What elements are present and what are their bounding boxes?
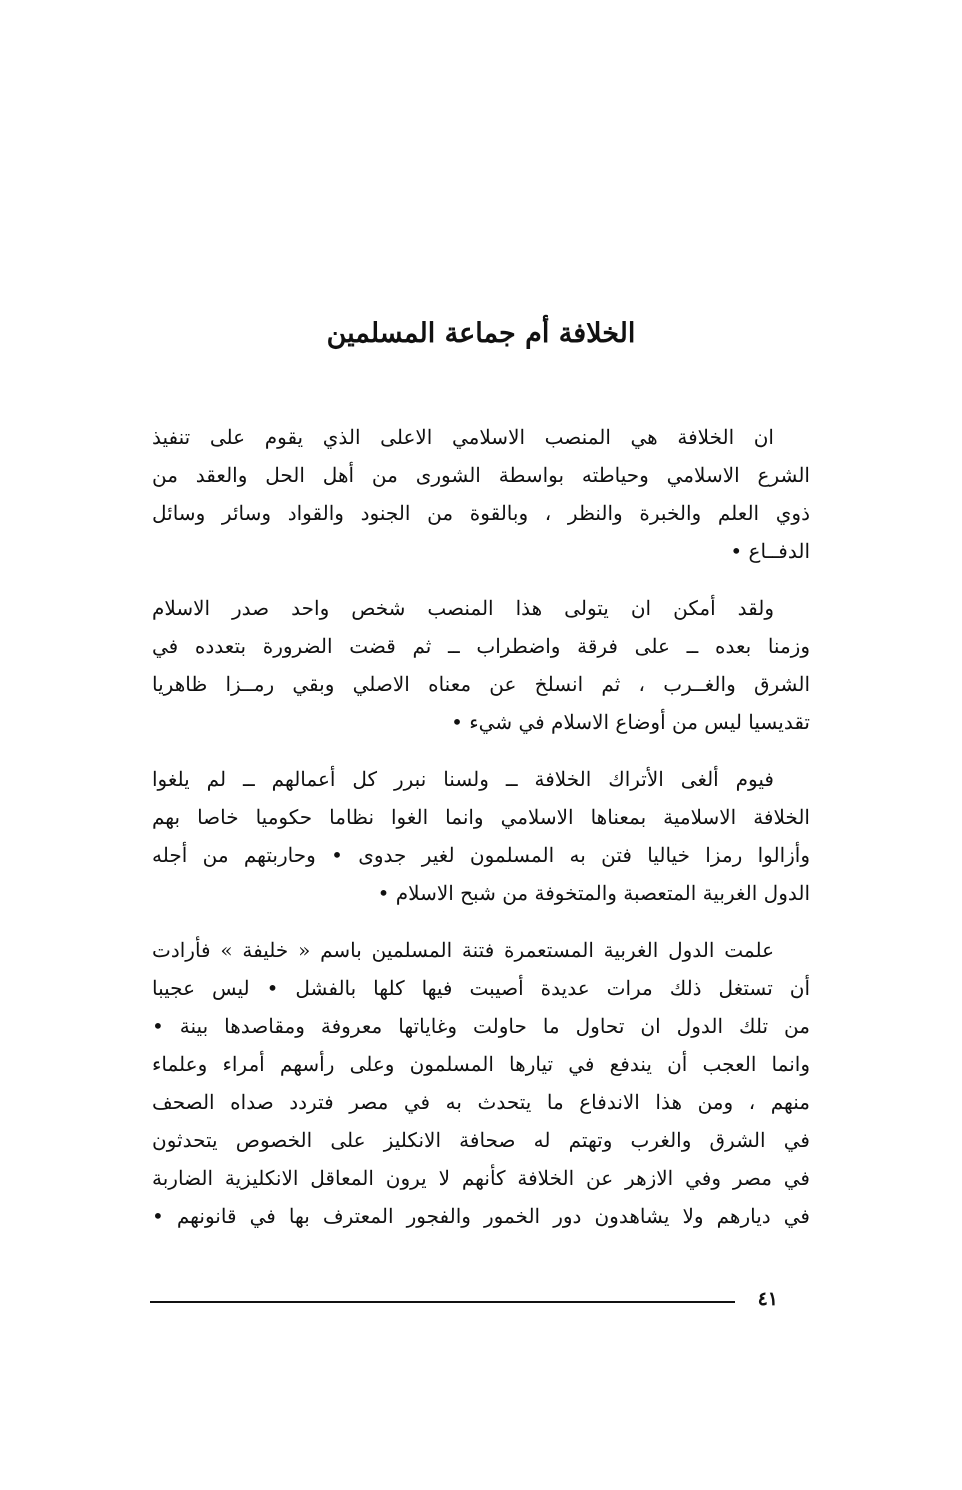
text-line: وأزالوا رمزا خياليا فتن به المسلمون لغير جدوى • وحاربتهم من أجله	[152, 843, 810, 867]
text-line: في مصر وفي الازهر عن الخلافة كأنهم لا يرون المعاقل الانكليزية الضاربة	[152, 1166, 810, 1190]
body-text	[152, 418, 810, 1254]
text-line: في ديارهم ولا يشاهدون دور الخمور والفجور المعترف بها في قانونهم •	[152, 1204, 810, 1228]
paragraph-3	[152, 760, 810, 912]
text-line: الخلافة الاسلامية بمعناها الاسلامي وانما الغوا نظاما حكوميا خاصا بهم	[152, 805, 810, 829]
text-line: أن تستغل ذلك مرات عديدة أصيبت فيها كلها بالفشل • ليس عجيبا	[152, 976, 810, 1000]
text-line: الدفــاع •	[730, 539, 810, 563]
footer-rule	[150, 1301, 735, 1303]
text-line: في الشرق والغرب وتهتم له صحافة الانكليز على الخصوص يتحدثون	[152, 1128, 810, 1152]
paragraph-1	[152, 418, 810, 570]
text-line: ذوي العلم والخبرة والنظر ، وبالقوة من الجنود والقواد وسائر وسائل	[152, 501, 810, 525]
page-number: ٤١	[757, 1288, 778, 1310]
text-line: وانما العجب أن يندفع في تيارها المسلمون وعلى رأسهم أمراء وعلماء	[152, 1052, 810, 1076]
text-line: ولقد أمكن ان يتولى هذا المنصب شخص واحد صدر الاسلام	[152, 596, 774, 620]
paragraph-4	[152, 931, 810, 1235]
paragraph-2	[152, 589, 810, 741]
text-line: فيوم ألغى الأتراك الخلافة ــ ولسنا نبرر كل أعمالهم ــ لم يلغوا	[152, 767, 774, 791]
text-line: منهم ، ومن هذا الاندفاع ما يتحدث به في مصر فتردد صداه الصحف	[152, 1090, 810, 1114]
text-line: علمت الدول الغربية المستعمرة فتنة المسلمين باسم « خليفة » فأرادت	[152, 938, 775, 962]
text-line: تقديسيا ليس من أوضاع الاسلام في شيء •	[451, 710, 810, 734]
text-line: الشرق والغــرب ، ثم انسلخ عن معناه الاصلي وبقي رمــزا ظاهريا	[152, 672, 810, 696]
text-line: من تلك الدول ان تحاول ما حاولت وغاياتها معروفة ومقاصدها بينة •	[152, 1014, 810, 1038]
text-line: الدول الغربية المتعصبة والمتخوفة من شبح الاسلام •	[377, 881, 810, 905]
page-title: الخلافة أم جماعة المسلمين	[326, 318, 636, 349]
text-line: الشرع الاسلامي وحياطته بواسطة الشورى من أهل الحل والعقد من	[152, 463, 810, 487]
page-footer	[150, 1288, 790, 1318]
text-line: ان الخلافة هي المنصب الاسلامي الاعلى الذي يقوم على تنفيذ	[152, 425, 774, 449]
text-line: وزمنا بعده ــ على فرقة واضطراب ــ ثم قضت الضرورة بتعدده في	[152, 634, 811, 658]
